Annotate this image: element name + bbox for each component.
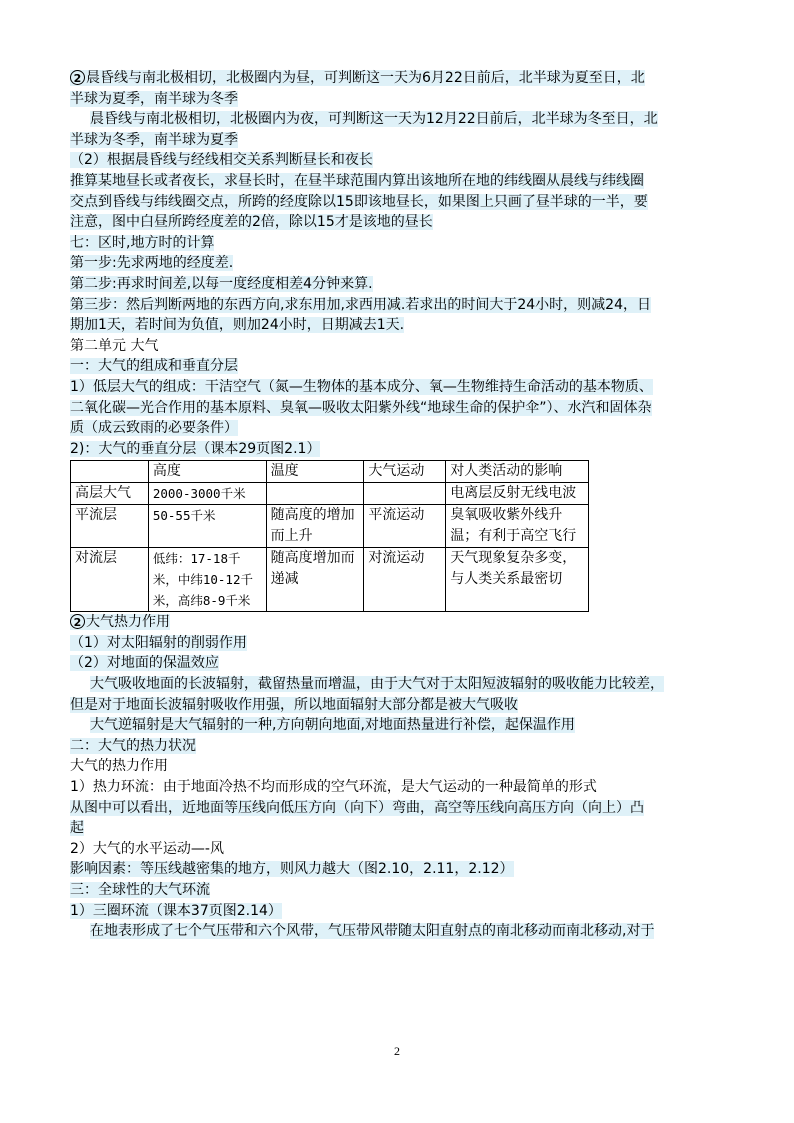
paragraph-line: 1）低层大气的组成：干洁空气（氮—生物体的基本成分、氧—生物维持生命活动的基本物质、 [70, 378, 653, 395]
table-cell: 平流运动 [364, 505, 446, 548]
paragraph-line: 推算某地昼长或者夜长，求昼长时，在昼半球范围内算出该地所在地的纬线圈从晨线与纬线圈 [70, 172, 644, 189]
table-header-cell: 温度 [266, 461, 364, 483]
table-cell [364, 483, 446, 505]
table-cell: 低纬：17-18千米，中纬10-12千米，高纬8-9千米 [148, 548, 266, 612]
paragraph-line: 1）三圈环流（课本37页图2.14） [70, 902, 282, 919]
section-heading: 一：大气的组成和垂直分层 [70, 358, 238, 375]
table-cell: 对流层 [71, 548, 149, 612]
table-header-cell: 对人类活动的影响 [446, 461, 589, 483]
section-heading: 三：全球性的大气环流 [70, 882, 210, 898]
table-cell: 50-55千米 [148, 505, 266, 548]
table-cell: 随高度增加而递减 [266, 548, 364, 612]
paragraph-line: 起 [70, 820, 84, 837]
table-row [71, 505, 589, 548]
paragraph-line: 影响因素：等压线越密集的地方，则风力越大（图2.10，2.11，2.12） [70, 861, 514, 878]
table-row [71, 548, 589, 612]
paragraph-line: 期加1天，若时间为负值，则加24小时，日期减去1天. [70, 317, 405, 334]
paragraph-line: 二氧化碳—光合作用的基本原料、臭氧—吸收太阳紫外线“地球生命的保护伞”）、水汽和固体杂 [70, 399, 652, 416]
paragraph-line: 晨昏线与南北极相切，北极圈内为夜，可判断这一天为12月22日前后，北半球为冬至日，北 [90, 111, 658, 128]
table-cell: 天气现象复杂多变，与人类关系最密切 [446, 548, 589, 612]
paragraph-line: 大气的热力作用 [70, 758, 168, 775]
table-header-row [71, 461, 589, 483]
paragraph-line: 大气逆辐射是大气辐射的一种,方向朝向地面,对地面热量进行补偿，起保温作用 [90, 717, 575, 734]
table-header-cell [71, 461, 149, 483]
paragraph-line: （1）对太阳辐射的削弱作用 [70, 634, 247, 651]
unit-heading: 第二单元 大气 [70, 337, 159, 354]
table-header-cell: 大气运动 [364, 461, 446, 483]
page-number: 2 [394, 1044, 400, 1058]
paragraph-line: 2 晨昏线与南北极相切，北极圈内为昼，可判断这一天为6月22日前后，北半球为夏至日，北 [70, 68, 734, 89]
circled-number-2: 2 [70, 614, 85, 629]
section-heading: （2）根据晨昏线与经线相交关系判断昼长和夜长 [70, 152, 373, 169]
paragraph-line: 大气吸收地面的长波辐射，截留热量而增温，由于大气对于太阳短波辐射的吸收能力比较差， [90, 676, 664, 693]
paragraph-line: 在地表形成了七个气压带和六个风带，气压带风带随太阳直射点的南北移动而南北移动,对于 [90, 923, 655, 940]
table-cell [266, 483, 364, 505]
table-header-cell: 高度 [148, 461, 266, 483]
paragraph-line: 注意，图中白昼所跨经度差的2倍，除以15才是该地的昼长 [70, 214, 433, 231]
table-row [71, 483, 589, 505]
table-cell: 平流层 [71, 505, 149, 548]
paragraph-line: （2）对地面的保温效应 [70, 655, 219, 672]
paragraph-line: 质（成云致雨的必要条件） [70, 420, 238, 437]
section-heading: 2)：大气的垂直分层（课本29页图2.1） [70, 440, 321, 457]
paragraph-line: 从图中可以看出，近地面等压线向低压方向（向下）弯曲，高空等压线向高压方向（向上）凸 [70, 799, 644, 816]
circled-number-2: 2 [70, 70, 85, 85]
paragraph-line: 第三步：然后判断两地的东西方向,求东用加,求西用减.若求出的时间大于24小时，则减24，日 [70, 296, 651, 313]
table-cell: 电离层反射无线电波 [446, 483, 589, 505]
paragraph-line: 第二步:再求时间差,以每一度经度相差4分钟来算. [70, 275, 373, 292]
paragraph-line: 1）热力环流：由于地面冷热不均而形成的空气环流，是大气运动的一种最简单的形式 [70, 779, 597, 796]
table-cell: 随高度的增加而上升 [266, 505, 364, 548]
section-heading: 二：大气的热力状况 [70, 737, 196, 754]
paragraph-line: 但是对于地面长波辐射吸收作用强，所以地面辐射大部分都是被大气吸收 [70, 696, 518, 713]
paragraph-line: 第一步:先求两地的经度差. [70, 255, 234, 272]
section-heading: 七：区时,地方时的计算 [70, 234, 215, 251]
section-heading: 2 大气热力作用 [70, 612, 734, 633]
paragraph-line: 半球为冬季，南半球为夏季 [70, 131, 238, 148]
table-cell: 对流运动 [364, 548, 446, 612]
paragraph-line: 2）大气的水平运动—-风 [70, 840, 224, 857]
paragraph-line: 交点到昏线与纬线圈交点，所跨的经度除以15即该地昼长，如果图上只画了昼半球的一半，要 [70, 193, 648, 210]
atmosphere-layers-table [70, 460, 589, 612]
table-cell: 臭氧吸收紫外线升温；有利于高空飞行 [446, 505, 589, 548]
table-cell: 高层大气 [71, 483, 149, 505]
table-cell: 2000-3000千米 [148, 483, 266, 505]
document-page [70, 68, 734, 942]
paragraph-line: 半球为夏季，南半球为冬季 [70, 90, 238, 107]
